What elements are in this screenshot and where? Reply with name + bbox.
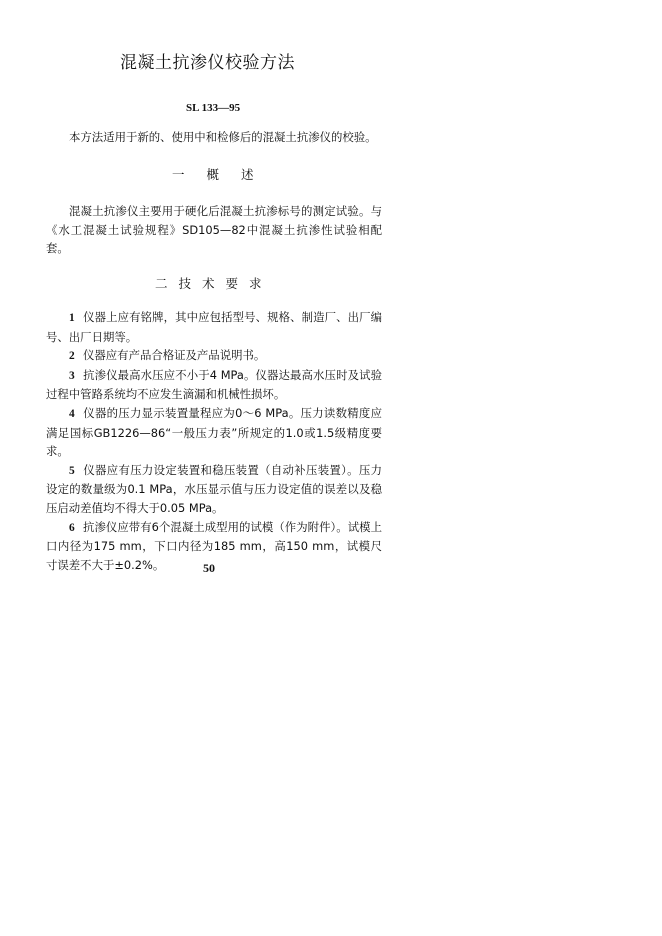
requirement-item xyxy=(46,308,382,346)
requirement-text: 仪器上应有铭牌，其中应包括型号、规格、制造厂、出厂编号、出厂日期等。 xyxy=(46,310,382,344)
requirement-text: 仪器应有产品合格证及产品说明书。 xyxy=(83,348,266,363)
section2-heading: 二技术要求 xyxy=(155,276,273,291)
page-number: 50 xyxy=(203,561,215,575)
standard-code: SL 133—95 xyxy=(186,102,241,114)
requirement-number: 1 xyxy=(69,312,75,324)
requirement-number: 4 xyxy=(69,407,75,420)
requirement-text: 仪器应有压力设定装置和稳压装置（自动补压装置）。压力设定的数量级为0.1 MPa，水压显示值与压力设定值的误差以及稳压启动差值均不得大于0.05 MPa。 xyxy=(46,462,382,515)
section1-text: 混凝土抗渗仪主要用于硬化后混凝土抗渗标号的测定试验。与《水工混凝土试验规程》SD105—82中混凝土抗渗性试验相配套。 xyxy=(46,204,382,256)
requirement-number: 3 xyxy=(69,369,75,382)
requirement-text: 抗渗仪应带有6个混凝土成型用的试模（作为附件）。试模上口内径为175 mm，下口内径为185 mm，高150 mm，试模尺寸误差不大于±0.2%。 xyxy=(46,519,382,572)
intro-paragraph xyxy=(46,128,382,147)
requirement-text: 仪器的压力显示装置量程应为0～6 MPa。压力读数精度应满足国标GB1226—86“一般压力表”所规定的1.0或1.5级精度要求。 xyxy=(46,405,382,459)
section1-body xyxy=(46,202,382,258)
requirement-number: 6 xyxy=(69,521,75,534)
requirement-item xyxy=(46,366,382,404)
requirement-item xyxy=(46,461,382,518)
requirement-item xyxy=(46,404,382,461)
requirement-text: 抗渗仪最高水压应不小于4 MPa。仪器达最高水压时及试验过程中管路系统均不应发生滴漏和机械性损坏。 xyxy=(46,367,382,402)
section2-body xyxy=(46,308,382,574)
requirement-item xyxy=(46,346,382,366)
document-title: 混凝土抗渗仪校验方法 xyxy=(120,53,295,73)
section1-heading: 一 概 述 xyxy=(172,167,254,182)
requirement-number: 2 xyxy=(69,350,75,363)
requirement-number: 5 xyxy=(69,464,75,477)
intro-text: 本方法适用于新的、使用中和检修后的混凝土抗渗仪的校验。 xyxy=(69,130,377,144)
